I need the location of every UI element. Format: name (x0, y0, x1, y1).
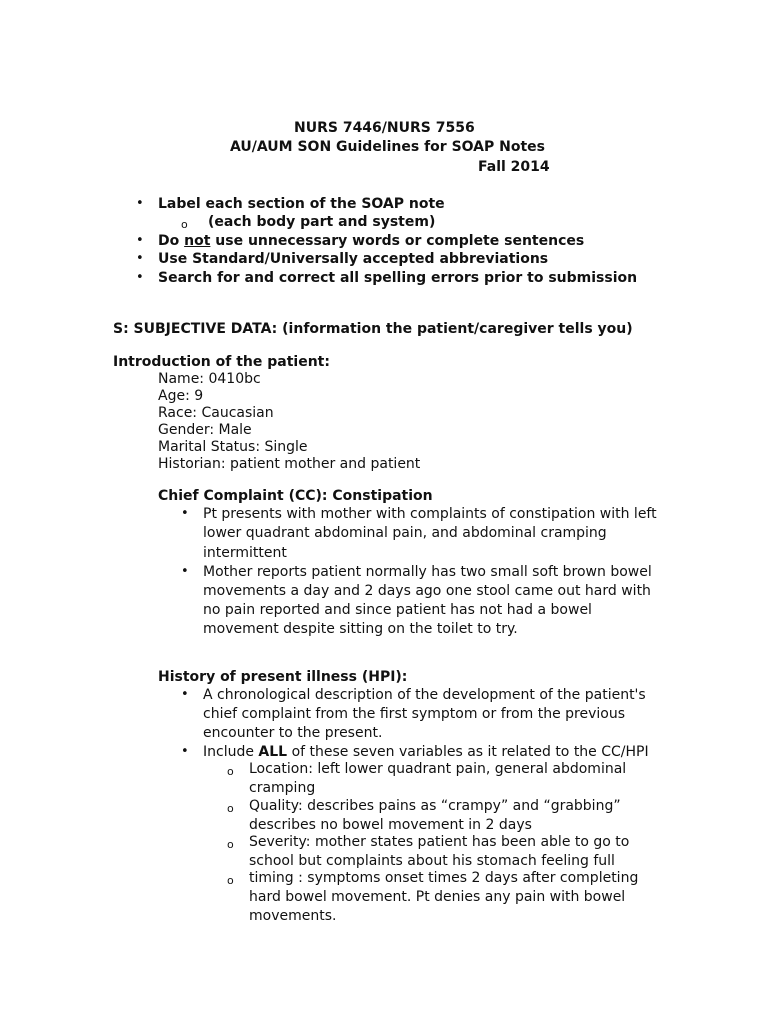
guideline-label-sub: (each body part and system) (208, 214, 436, 230)
cc-item-2-line-2: movements a day and 2 days ago one stool came out hard with (203, 583, 651, 599)
guideline-unnecessary-words (158, 232, 584, 250)
guideline-not-underlined: not (184, 233, 211, 249)
guideline-do-suffix: use unnecessary words or complete sentences (215, 233, 585, 249)
hpi-include-line (203, 743, 649, 761)
patient-historian: Historian: patient mother and patient (158, 456, 421, 472)
circle-bullet-icon: o (227, 874, 234, 887)
guideline-abbreviations: Use Standard/Universally accepted abbreviations (158, 251, 549, 267)
hpi-desc-line-2: chief complaint from the first symptom or from the previous (203, 706, 626, 722)
bullet-icon: • (136, 196, 144, 211)
document-title: AU/AUM SON Guidelines for SOAP Notes (230, 139, 545, 155)
patient-name: Name: 0410bc (158, 371, 261, 387)
hpi-quality-line-1: Quality: describes pains as “crampy” and “grabbing” (249, 798, 621, 814)
chief-complaint-heading: Chief Complaint (CC): Constipation (158, 488, 433, 504)
patient-age: Age: 9 (158, 388, 204, 404)
guideline-label-sections: Label each section of the SOAP note (158, 196, 445, 212)
guideline-spelling: Search for and correct all spelling errors prior to submission (158, 270, 638, 286)
cc-item-2-line-1: Mother reports patient normally has two small soft brown bowel (203, 564, 652, 580)
intro-heading: Introduction of the patient: (113, 354, 330, 370)
cc-item-1-line-2: lower quadrant abdominal pain, and abdominal cramping (203, 525, 607, 541)
circle-bullet-icon: o (227, 765, 234, 778)
hpi-include-prefix: Include (203, 744, 254, 760)
cc-item-1-line-1: Pt presents with mother with complaints of constipation with left (203, 506, 657, 522)
hpi-location-line-2: cramping (249, 780, 316, 796)
cc-item-2-line-4: movement despite sitting on the toilet to try. (203, 621, 518, 637)
hpi-timing-line-1: timing : symptoms onset times 2 days after completing (249, 870, 639, 886)
bullet-icon: • (181, 506, 189, 521)
bullet-icon: • (181, 687, 189, 702)
guideline-do-prefix: Do (158, 233, 180, 249)
cc-item-1-line-3: intermittent (203, 545, 287, 561)
bullet-icon: • (136, 233, 144, 248)
bullet-icon: • (181, 744, 189, 759)
hpi-desc-line-3: encounter to the present. (203, 725, 383, 741)
circle-bullet-icon: o (181, 218, 188, 231)
hpi-location-line-1: Location: left lower quadrant pain, general abdominal (249, 761, 627, 777)
hpi-heading: History of present illness (HPI): (158, 669, 408, 685)
bullet-icon: • (136, 251, 144, 266)
circle-bullet-icon: o (227, 802, 234, 815)
hpi-quality-line-2: describes no bowel movement in 2 days (249, 817, 532, 833)
hpi-severity-line-1: Severity: mother states patient has been able to go to (249, 834, 630, 850)
hpi-timing-line-3: movements. (249, 908, 337, 924)
cc-item-2-line-3: no pain reported and since patient has not had a bowel (203, 602, 592, 618)
patient-race: Race: Caucasian (158, 405, 274, 421)
circle-bullet-icon: o (227, 838, 234, 851)
course-number: NURS 7446/NURS 7556 (294, 120, 475, 136)
subjective-heading: S: SUBJECTIVE DATA: (information the patient/caregiver tells you) (113, 321, 633, 337)
patient-gender: Gender: Male (158, 422, 252, 438)
hpi-include-all: ALL (258, 744, 288, 760)
hpi-severity-line-2: school but complaints about his stomach feeling full (249, 853, 615, 869)
hpi-timing-line-2: hard bowel movement. Pt denies any pain with bowel (249, 889, 626, 905)
hpi-include-suffix: of these seven variables as it related to the CC/HPI (291, 744, 649, 760)
term-label: Fall 2014 (478, 159, 550, 175)
bullet-icon: • (181, 564, 189, 579)
hpi-desc-line-1: A chronological description of the development of the patient's (203, 687, 646, 703)
bullet-icon: • (136, 270, 144, 285)
patient-marital-status: Marital Status: Single (158, 439, 308, 455)
